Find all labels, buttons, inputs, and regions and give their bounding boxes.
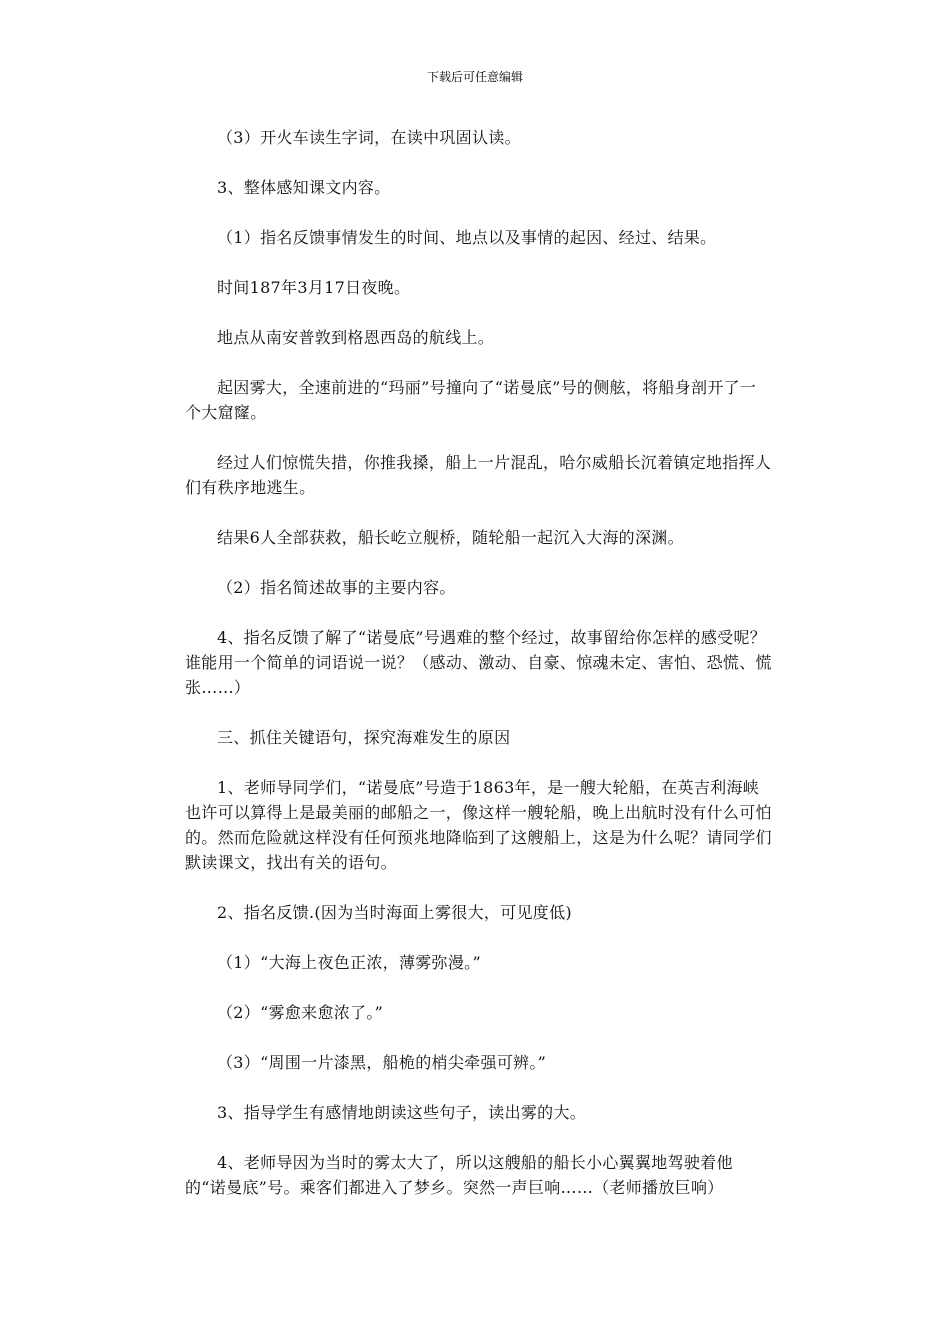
paragraph: （3）开火车读生字词，在读中巩固认读。 — [217, 128, 521, 147]
paragraph: （2）“雾愈来愈浓了。” — [217, 1003, 384, 1022]
paragraph: 3、整体感知课文内容。 — [217, 178, 391, 197]
paragraph: 结果6人全部获救，船长屹立舰桥，随轮船一起沉入大海的深渊。 — [217, 528, 684, 547]
paragraph: （1）指名反馈事情发生的时间、地点以及事情的起因、经过、结果。 — [217, 228, 717, 247]
page-header: 下载后可任意编辑 — [426, 70, 523, 84]
document-body — [185, 125, 772, 1200]
paragraph: 起因雾大，全速前进的“玛丽”号撞向了“诺曼底”号的侧舷，将船身剖开了一个大窟窿。 — [185, 378, 757, 422]
paragraph: 1、老师导同学们，“诺曼底”号造于1863年，是一艘大轮船，在英吉利海峡也许可以算得上是最美丽的邮船之一，像这样一艘轮船，晚上出航时没有什么可怕的。然而危险就这样没有任何预兆地降临到了这艘船上，这是为什么呢？请同学们默读课文，找出有关的语句。 — [185, 778, 772, 872]
paragraph: 地点从南安普敦到格恩西岛的航线上。 — [217, 328, 495, 347]
paragraph: （3）“周围一片漆黑，船桅的梢尖牵强可辨。” — [217, 1053, 547, 1072]
paragraph: 4、指名反馈了解了“诺曼底”号遇难的整个经过，故事留给你怎样的感受呢？谁能用一个简单的词语说一说？（感动、激动、自豪、惊魂未定、害怕、恐慌、慌张……） — [185, 628, 772, 697]
paragraph: 经过人们惊慌失措，你推我搡，船上一片混乱，哈尔威船长沉着镇定地指挥人们有秩序地逃生。 — [185, 453, 772, 497]
paragraph: （2）指名简述故事的主要内容。 — [217, 578, 456, 597]
paragraph: （1）“大海上夜色正浓，薄雾弥漫。” — [217, 953, 481, 972]
paragraph: 3、指导学生有感情地朗读这些句子，读出雾的大。 — [217, 1103, 587, 1122]
section-heading: 三、抓住关键语句，探究海难发生的原因 — [217, 728, 511, 747]
paragraph: 时间187年3月17日夜晚。 — [217, 278, 411, 297]
paragraph: 4、老师导因为当时的雾太大了，所以这艘船的船长小心翼翼地驾驶着他的“诺曼底”号。乘客们都进入了梦乡。突然一声巨响……（老师播放巨响） — [185, 1153, 733, 1197]
paragraph: 2、指名反馈.(因为当时海面上雾很大，可见度低) — [217, 903, 572, 922]
